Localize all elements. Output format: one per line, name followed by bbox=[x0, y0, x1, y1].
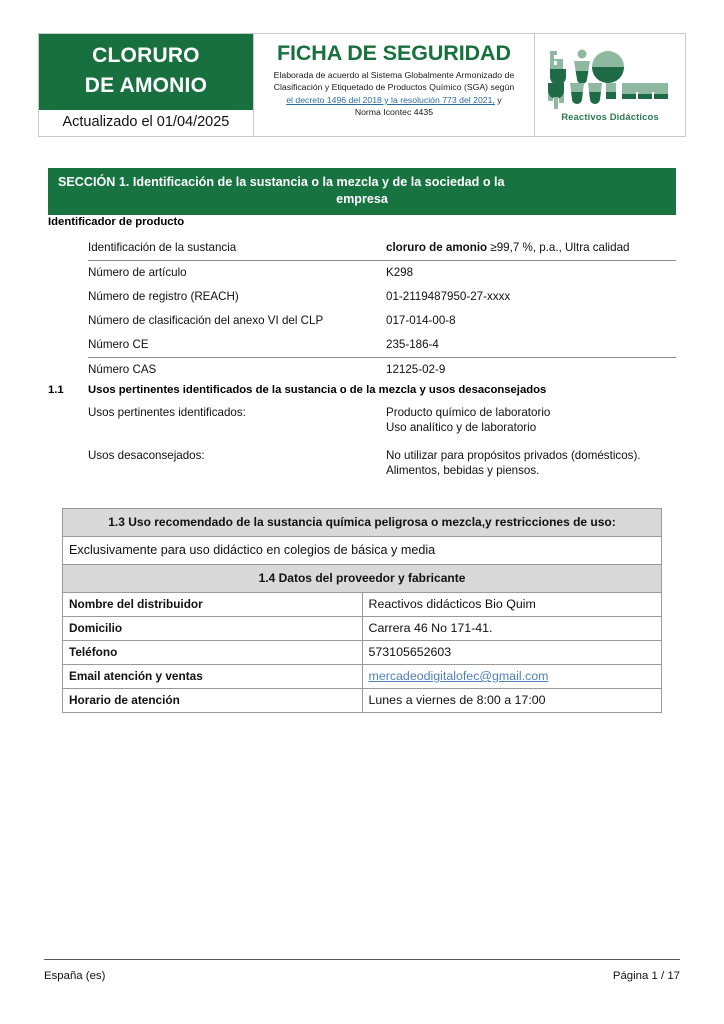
page-footer bbox=[44, 970, 680, 982]
table-row bbox=[88, 285, 676, 309]
table-row bbox=[88, 402, 676, 445]
table-row bbox=[88, 358, 676, 383]
ec-number-value: 235-186-4 bbox=[386, 333, 676, 358]
clp-index-label: Número de clasificación del anexo VI del CLP bbox=[88, 314, 324, 327]
distributor-name-value: Reactivos didácticos Bio Quim bbox=[362, 593, 662, 617]
cas-number-value: 12125-02-9 bbox=[386, 363, 446, 376]
identified-uses-value bbox=[386, 402, 676, 445]
product-title-line-2: DE AMONIO bbox=[84, 74, 208, 97]
identified-uses-line-2: Uso analítico y de laboratorio bbox=[386, 420, 537, 434]
footer-page-number: Página 1 / 17 bbox=[612, 970, 680, 982]
bioquim-logo bbox=[539, 42, 681, 128]
cas-number-label: Número CAS bbox=[88, 363, 157, 376]
reach-number-label: Número de registro (REACH) bbox=[88, 290, 239, 303]
header-logo-cell bbox=[535, 34, 685, 136]
subsection-1-1-title: Usos pertinentes identificados de la sustancia o de la mezcla y usos desaconsejados bbox=[88, 384, 547, 396]
header-sheet-cell bbox=[254, 34, 535, 136]
clp-index-value: 017-014-00-8 bbox=[386, 314, 456, 327]
advised-against-uses-value bbox=[386, 445, 676, 488]
hours-key: Horario de atención bbox=[63, 689, 363, 713]
advised-against-uses-label: Usos desaconsejados: bbox=[88, 449, 205, 462]
product-identification-table bbox=[88, 236, 676, 382]
product-title-line-1: CLORURO bbox=[92, 44, 200, 67]
article-number-value: K298 bbox=[386, 266, 414, 279]
identified-uses-label: Usos pertinentes identificados: bbox=[88, 406, 246, 419]
sheet-subtitle-line-4: Norma Icontec 4435 bbox=[354, 107, 434, 118]
phone-value: 573105652603 bbox=[362, 641, 662, 665]
email-link[interactable]: mercadeodigitalofec@gmail.com bbox=[368, 669, 549, 683]
substance-name: cloruro de amonio bbox=[386, 241, 488, 254]
table-row bbox=[88, 261, 676, 286]
ec-number-label: Número CE bbox=[88, 333, 386, 358]
section-1-header-line-1: SECCIÓN 1. Identificación de la sustancia o la mezcla y de la sociedad o la bbox=[58, 175, 505, 189]
identification-label: Identificación de la sustancia bbox=[88, 236, 386, 261]
header-product-cell bbox=[39, 34, 254, 136]
advised-against-line-2: Alimentos, bebidas y piensos. bbox=[386, 463, 540, 477]
bioquim-logo-icon bbox=[542, 47, 678, 111]
uses-table bbox=[88, 402, 676, 488]
document-header bbox=[38, 33, 686, 137]
sheet-subtitle-line-1: Elaborada de acuerdo al Sistema Globalmente Armonizado de bbox=[273, 70, 515, 80]
supplier-section-header: 1.4 Datos del proveedor y fabricante bbox=[63, 565, 662, 593]
table-row bbox=[63, 509, 662, 537]
footer-divider bbox=[44, 959, 680, 960]
identification-value bbox=[386, 236, 676, 261]
table-row bbox=[63, 593, 662, 617]
table-row bbox=[63, 689, 662, 713]
hours-value: Lunes a viernes de 8:00 a 17:00 bbox=[362, 689, 662, 713]
sheet-subtitle bbox=[274, 69, 515, 119]
section-1-header-line-2: empresa bbox=[336, 192, 388, 206]
address-key: Domicilio bbox=[63, 617, 363, 641]
table-row bbox=[63, 565, 662, 593]
subsection-1-1-number: 1.1 bbox=[48, 384, 64, 396]
table-row bbox=[63, 665, 662, 689]
product-title-block bbox=[39, 34, 253, 110]
sheet-title: FICHA DE SEGURIDAD bbox=[276, 41, 511, 65]
supplier-details-table bbox=[62, 508, 662, 713]
email-key: Email atención y ventas bbox=[63, 665, 363, 689]
table-row bbox=[63, 641, 662, 665]
footer-locale: España (es) bbox=[44, 970, 106, 982]
table-row bbox=[63, 537, 662, 565]
table-row bbox=[88, 333, 676, 358]
substance-grade: ≥99,7 %, p.a., Ultra calidad bbox=[487, 241, 630, 254]
updated-date-label: Actualizado el 01/04/2025 bbox=[62, 114, 230, 130]
table-row bbox=[88, 445, 676, 488]
sheet-subtitle-line-2: Clasificación y Etiquetado de Productos Químico (SGA) según bbox=[273, 82, 515, 93]
email-value-cell bbox=[362, 665, 662, 689]
table-row bbox=[88, 236, 676, 261]
table-row bbox=[63, 617, 662, 641]
section-1-header bbox=[48, 168, 676, 215]
product-identifier-title: Identificador de producto bbox=[48, 216, 185, 228]
phone-key: Teléfono bbox=[63, 641, 363, 665]
advised-against-line-1: No utilizar para propósitos privados (domésticos). bbox=[386, 449, 641, 462]
reach-number-value: 01-2119487950-27-xxxx bbox=[386, 290, 511, 303]
recommended-use-header: 1.3 Uso recomendado de la sustancia química peligrosa o mezcla,y restricciones de uso: bbox=[63, 509, 662, 537]
decree-link[interactable]: el decreto 1496 del 2018 y la resolución 773 del 2021, bbox=[286, 94, 495, 105]
logo-tagline: Reactivos Didácticos bbox=[561, 112, 659, 123]
identified-uses-line-1: Producto químico de laboratorio bbox=[386, 406, 551, 419]
recommended-use-value: Exclusivamente para uso didáctico en colegios de básica y media bbox=[63, 537, 662, 565]
sheet-subtitle-after-link: y bbox=[494, 94, 502, 105]
address-value: Carrera 46 No 171-41. bbox=[362, 617, 662, 641]
article-number-label: Número de artículo bbox=[88, 266, 187, 279]
table-row bbox=[88, 309, 676, 333]
distributor-name-key: Nombre del distribuidor bbox=[63, 593, 363, 617]
